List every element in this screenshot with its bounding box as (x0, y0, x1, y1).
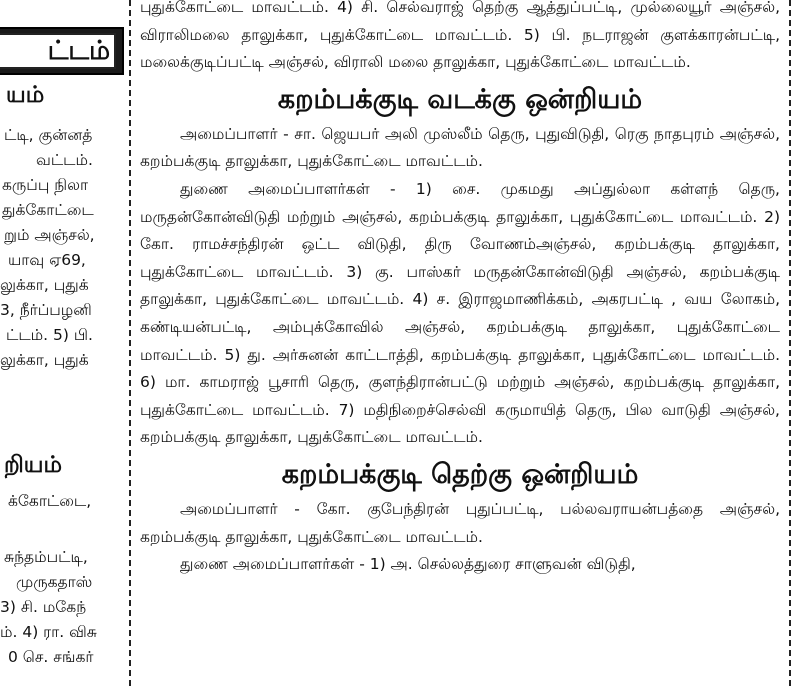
left-line: கருப்பு நிலா (2, 176, 89, 194)
left-line: துக்கோட்டை (2, 201, 94, 219)
left-line: 0 செ. சங்கர் (8, 648, 94, 666)
left-line: 3, நீர்ப்பழனி (0, 301, 92, 319)
left-line: முருகதாஸ் (16, 573, 93, 591)
left-section-banner (0, 27, 124, 75)
left-line: க்கோட்டை, (8, 492, 92, 510)
left-banner-title: ட்டம் (0, 33, 116, 69)
section-1-organizer: அமைப்பாளர் - சா. ஜெயபர் அலி முஸ்லீம் தெரு, புதுவிடுதி, ரெகு நாதபுரம் அஞ்சல், கறம்பக்குடி தாலுக்கா, புதுக்கோட்டை மாவட்டம். (140, 124, 780, 171)
left-line: சுந்தம்பட்டி, (4, 548, 88, 566)
left-column (0, 0, 128, 686)
main-article-column (140, 0, 780, 686)
left-line: ட்டம். 5) பி. (6, 326, 93, 344)
left-line: யாவு ஏ69, (8, 251, 86, 269)
section-heading-karambakkudi-south: கறம்பக்குடி தெற்கு ஒன்றியம் (281, 458, 639, 490)
column-separator-left (129, 0, 131, 686)
left-line: வட்டம். (36, 151, 93, 169)
left-line: லுக்கா, புதுக் (0, 351, 89, 369)
top-paragraph: புதுக்கோட்டை மாவட்டம். 4) சி. செல்வராஜ் தெற்கு ஆத்துப்பட்டி, முல்லையூர் அஞ்சல், விராலிமலை தாலுக்கா, புதுக்கோட்டை மாவட்டம். 5) பி. நடராஜன் குளக்காரன்பட்டி, மலைக்குடிப்பட்டி அஞ்சல், விராலி மலை தாலுக்கா, புதுக்கோட்டை மாவட்டம். (140, 0, 780, 72)
section-1-deputy-organizers: துணை அமைப்பாளர்கள் - 1) சை. முகமது அப்துல்லா கள்ளந் தெரு, மருதன்கோன்விடுதி மற்றும் அஞ்சல், கறம்பக்குடி தாலுக்கா, புதுக்கோட்டை மாவட்டம். 2) கோ. ராமச்சந்திரன் ஒட்ட விடுதி, திரு வோணம்அஞ்சல், கறம்பக்குடி தாலுக்கா, புதுக்கோட்டை மாவட்டம். 3) கு. பாஸ்கர் மருதன்கோன்விடுதி அஞ்சல், கறம்பக்குடி தாலுக்கா, புதுக்கோட்டை மாவட்டம். 4) ச. இராஜமாணிக்கம், அகரபட்டி , வய லோகம், கண்டியன்பட்டி, அம்புக்கோவில் அஞ்சல், கறம்பக்குடி தாலுக்கா, புதுக்கோட்டை மாவட்டம். 5) து. அர்சுனன் காட்டாத்தி, கறம்பக்குடி தாலுக்கா, புதுக்கோட்டை மாவட்டம். 6) மா. காமராஜ் பூசாரி தெரு, குளந்திரான்பட்டு மற்றும் அஞ்சல், கறம்பக்குடி தாலுக்கா, புதுக்கோட்டை மாவட்டம். 7) மதிநிறைச்செல்வி கருமாயித் தெரு, பில வாடுதி அஞ்சல், கறம்பக்குடி தாலுக்கா, புதுக்கோட்டை மாவட்டம். (140, 179, 780, 447)
section-2-organizer: அமைப்பாளர் - கோ. குபேந்திரன் புதுப்பட்டி, பல்லவராயன்பத்தை அஞ்சல், கறம்பக்குடி தாலுக்கா, புதுக்கோட்டை மாவட்டம். (140, 499, 780, 546)
left-line: லுக்கா, புதுக் (0, 276, 89, 294)
left-heading-2: றியம் (4, 452, 63, 478)
left-line: றும் அஞ்சல், (4, 226, 95, 244)
left-line: ம். 4) ரா. விசு (0, 623, 97, 641)
column-separator-right (789, 0, 791, 686)
left-line: ட்டி, குன்னத் (4, 126, 93, 144)
section-heading-karambakkudi-north: கறம்பக்குடி வடக்கு ஒன்றியம் (277, 83, 643, 115)
left-line: 3) சி. மகேந் (0, 598, 87, 616)
section-2-deputy-organizers: துணை அமைப்பாளர்கள் - 1) அ. செல்லத்துரை சாளுவன் விடுதி, (180, 555, 636, 574)
left-heading-1: யம் (6, 82, 45, 108)
